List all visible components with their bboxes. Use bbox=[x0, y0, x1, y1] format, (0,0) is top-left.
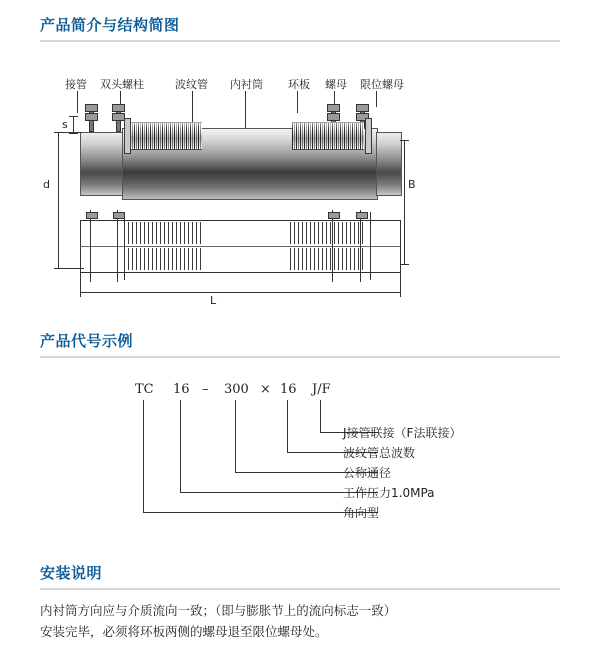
callout-label-4: 环板 bbox=[288, 78, 310, 91]
nut-right-inner bbox=[327, 113, 340, 121]
bellows-right bbox=[292, 122, 364, 150]
callout-label-2: 波纹管 bbox=[175, 78, 208, 91]
dimension-label-s: s bbox=[62, 118, 68, 131]
code-token-3: 300 bbox=[224, 382, 249, 397]
code-leader-0 bbox=[143, 400, 144, 512]
bottom-stud-left bbox=[90, 210, 91, 282]
leader-4 bbox=[297, 91, 298, 113]
leader-0 bbox=[77, 91, 78, 113]
bottom-nut-3 bbox=[328, 212, 340, 219]
bottom-plate-right bbox=[370, 212, 371, 280]
leader-6 bbox=[376, 91, 377, 107]
dimension-label-L: L bbox=[210, 294, 217, 307]
leader-1 bbox=[120, 91, 121, 105]
extension-L-left bbox=[80, 272, 81, 294]
dimension-tick-s-top bbox=[69, 116, 78, 117]
limit-nut-right-outer bbox=[356, 104, 369, 112]
extension-d-top bbox=[58, 132, 82, 133]
code-desc-3: 工作压力1.0MPa bbox=[343, 486, 435, 500]
leader-2 bbox=[192, 91, 193, 123]
dimension-line-B bbox=[404, 140, 405, 264]
bottom-view-bottom-edge bbox=[80, 272, 400, 273]
code-desc-2: 公称通径 bbox=[343, 466, 392, 480]
bottom-nut-4 bbox=[356, 212, 368, 219]
bottom-stud-right bbox=[332, 210, 333, 282]
nut-left-outer bbox=[85, 104, 98, 112]
section-title-install: 安装说明 bbox=[40, 564, 103, 582]
section-title-structure: 产品简介与结构简图 bbox=[40, 16, 180, 34]
bottom-hatch-right-lower bbox=[290, 248, 366, 270]
title-divider-code bbox=[40, 356, 560, 358]
bottom-stud-right-2 bbox=[360, 210, 361, 282]
callout-label-0: 接管 bbox=[65, 78, 87, 91]
bottom-plate-left bbox=[124, 212, 125, 280]
bottom-view-top-edge bbox=[80, 220, 400, 221]
code-token-6: J/F bbox=[312, 382, 331, 397]
nut-left-2-outer bbox=[112, 104, 125, 112]
structure-diagram bbox=[40, 60, 560, 307]
install-note-0: 内衬筒方向应与介质流向一致；（即与膨胀节上的流向标志一致） bbox=[40, 603, 397, 618]
extension-L-right bbox=[400, 272, 401, 294]
install-notes bbox=[40, 600, 560, 642]
bottom-hatch-left bbox=[128, 222, 204, 244]
pipe-left-cap bbox=[80, 132, 124, 196]
bottom-nut-1 bbox=[86, 212, 98, 219]
install-note-1: 安装完毕，必须将环板两侧的螺母退至限位螺母处。 bbox=[40, 624, 328, 639]
bottom-view-centerline bbox=[80, 246, 400, 247]
title-divider-install bbox=[40, 588, 560, 590]
code-desc-4: 角向型 bbox=[343, 506, 380, 520]
bottom-stud-left-2 bbox=[117, 210, 118, 282]
bottom-nut-2 bbox=[113, 212, 125, 219]
bellows-left bbox=[130, 122, 202, 150]
dimension-tick-s-bottom bbox=[69, 133, 78, 134]
section-title-code: 产品代号示例 bbox=[40, 332, 134, 350]
code-token-0: TC bbox=[135, 382, 154, 397]
dimension-tick-B-bottom bbox=[400, 264, 409, 265]
code-token-4: × bbox=[260, 382, 271, 397]
callout-label-3: 内衬筒 bbox=[230, 78, 263, 91]
nut-left-inner bbox=[85, 113, 98, 121]
code-leader-6 bbox=[320, 400, 321, 432]
dimension-label-d: d bbox=[43, 178, 50, 191]
dimension-line-L bbox=[80, 292, 400, 293]
callout-label-6: 限位螺母 bbox=[360, 78, 404, 91]
bottom-hatch-left-lower bbox=[128, 248, 204, 270]
code-leader-1 bbox=[180, 400, 181, 492]
ring-plate-left bbox=[124, 118, 131, 154]
bottom-hatch-right bbox=[290, 222, 366, 244]
title-divider-structure bbox=[40, 40, 560, 42]
dimension-tick-B-top bbox=[400, 140, 409, 141]
product-code-example bbox=[40, 372, 560, 532]
extension-d-bottom bbox=[58, 268, 84, 269]
dimension-line-d bbox=[58, 132, 59, 268]
code-desc-0: J接管联接（F法联接） bbox=[343, 426, 462, 440]
dimension-label-B: B bbox=[408, 178, 416, 191]
ring-plate-right bbox=[365, 118, 372, 154]
nut-right-outer bbox=[327, 104, 340, 112]
code-token-1: 16 bbox=[173, 382, 190, 397]
callout-label-1: 双头螺柱 bbox=[100, 78, 144, 91]
callout-label-5: 螺母 bbox=[325, 78, 347, 91]
code-token-2: – bbox=[202, 382, 209, 397]
code-desc-1: 波纹管总波数 bbox=[343, 446, 416, 460]
code-leader-3 bbox=[235, 400, 236, 472]
pipe-right-cap bbox=[376, 132, 402, 196]
code-token-5: 16 bbox=[280, 382, 297, 397]
code-leader-5 bbox=[287, 400, 288, 452]
